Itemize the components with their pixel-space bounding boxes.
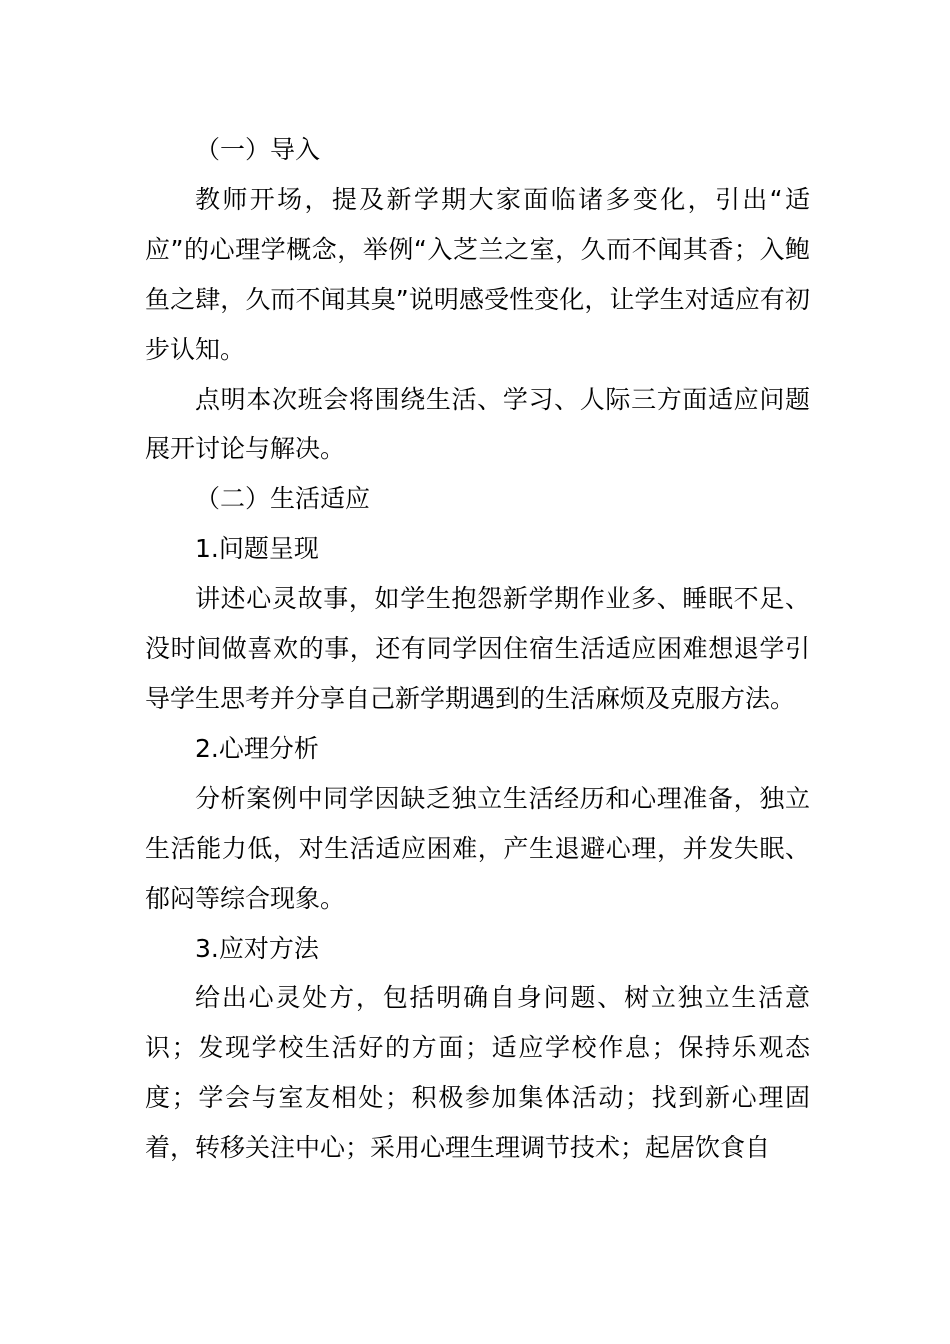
subheading-psychological-analysis: 2.心理分析 (195, 733, 319, 763)
section-heading-life-adaptation: （二）生活适应 (195, 484, 371, 514)
subheading-coping-methods: 3.应对方法 (195, 933, 319, 963)
paragraph-prescription: 给出心灵处方，包括明确自身问题、树立独立生活意识；发现学校生活好的方面；适应学校作息；保持乐观态度；学会与室友相处；积极参加集体活动；找到新心理固着，转移关注中心；采用心理生理调节技术；起居饮食自 (145, 983, 810, 1163)
paragraph-teacher-opening: 教师开场，提及新学期大家面临诸多变化，引出“适应”的心理学概念，举例“入芝兰之室，久而不闻其香；入鲍鱼之肆，久而不闻其臭”说明感受性变化，让学生对适应有初步认知。 (145, 184, 810, 364)
document-page (145, 125, 810, 1173)
paragraph-meeting-topics: 点明本次班会将围绕生活、学习、人际三方面适应问题展开讨论与解决。 (145, 384, 810, 464)
subheading-problem-presentation: 1.问题呈现 (195, 534, 319, 564)
section-heading-introduction: （一）导入 (195, 135, 321, 164)
paragraph-analysis: 分析案例中同学因缺乏独立生活经历和心理准备，独立生活能力低，对生活适应困难，产生退避心理，并发失眠、郁闷等综合现象。 (145, 783, 810, 913)
paragraph-story: 讲述心灵故事，如学生抱怨新学期作业多、睡眠不足、没时间做喜欢的事，还有同学因住宿生活适应困难想退学引导学生思考并分享自己新学期遇到的生活麻烦及克服方法。 (145, 584, 810, 713)
